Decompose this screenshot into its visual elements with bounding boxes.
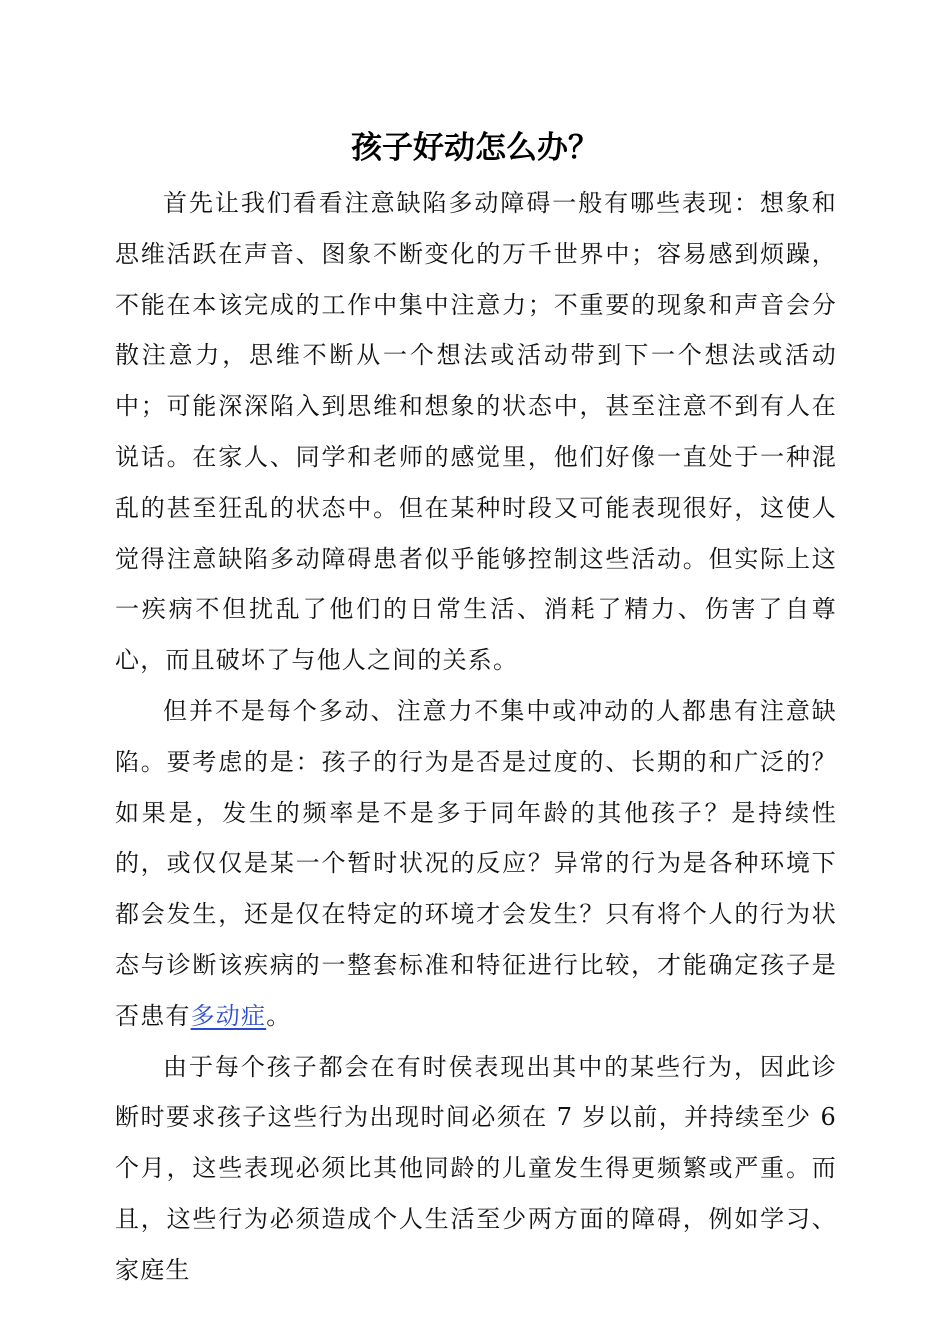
paragraph-2-text: 但并不是每个多动、注意力不集中或冲动的人都患有注意缺陷。要考虑的是：孩子的行为是否是过度的、长期的和广泛的？如果是，发生的频率是不是多于同年龄的其他孩子？是持续性的，或仅仅是某一个暂时状况的反应？异常的行为是各种环境下都会发生，还是仅在特定的环境才会发生？只有将个人的行为状态与诊断该疾病的一整套标准和特征进行比较，才能确定孩子是否患有 <box>115 696 837 1030</box>
adhd-link[interactable]: 多动症 <box>190 1001 267 1030</box>
paragraph-2-end: 。 <box>266 1001 292 1030</box>
document-body <box>115 178 837 1296</box>
document-title: 孩子好动怎么办？ <box>351 130 599 166</box>
paragraph-1: 首先让我们看看注意缺陷多动障碍一般有哪些表现：想象和思维活跃在声音、图象不断变化的万千世界中；容易感到烦躁，不能在本该完成的工作中集中注意力；不重要的现象和声音会分散注意力，思维不断从一个想法或活动带到下一个想法或活动中；可能深深陷入到思维和想象的状态中，甚至注意不到有人在说话。在家人、同学和老师的感觉里，他们好像一直处于一种混乱的甚至狂乱的状态中。但在某种时段又可能表现很好，这使人觉得注意缺陷多动障碍患者似乎能够控制这些活动。但实际上这一疾病不但扰乱了他们的日常生活、消耗了精力、伤害了自尊心，而且破坏了与他人之间的关系。 <box>115 189 837 675</box>
paragraph-3: 由于每个孩子都会在有时侯表现出其中的某些行为，因此诊断时要求孩子这些行为出现时间必须在 7 岁以前，并持续至少 6 个月，这些表现必须比其他同龄的儿童发生得更频繁或严重。而且，这些行为必须造成个人生活至少两方面的障碍，例如学习、家庭生 <box>115 1052 837 1284</box>
paragraph-2 <box>115 686 837 1042</box>
